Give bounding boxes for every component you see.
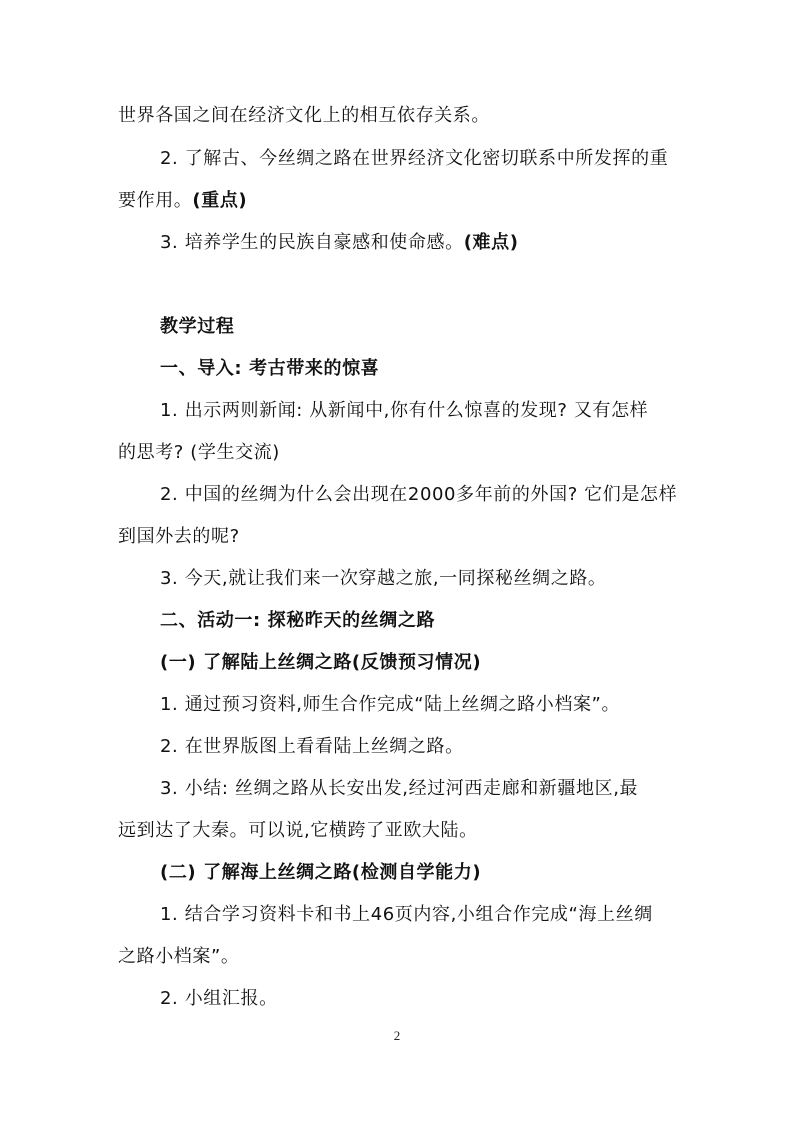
- paragraph-line: 2. 小组汇报。: [160, 988, 278, 1009]
- paragraph-line: 1. 出示两则新闻: 从新闻中,你有什么惊喜的发现? 又有怎样: [160, 400, 649, 421]
- section-title-teaching-process: 教学过程: [160, 316, 235, 337]
- objective-3-text: 3. 培养学生的民族自豪感和使命感。: [160, 232, 464, 253]
- paragraph-line: 的思考? (学生交流): [118, 442, 280, 463]
- objective-2-line: 2. 了解古、今丝绸之路在世界经济文化密切联系中所发挥的重: [160, 148, 669, 169]
- paragraph-line: 之路小档案”。: [118, 946, 240, 967]
- section-heading-intro: 一、导入: 考古带来的惊喜: [160, 358, 380, 379]
- objective-2-text: 要作用。: [118, 190, 193, 211]
- subsection-heading-land-route: (一) 了解陆上丝绸之路(反馈预习情况): [160, 652, 482, 673]
- objective-2-continuation: [118, 189, 247, 213]
- subsection-heading-sea-route: (二) 了解海上丝绸之路(检测自学能力): [160, 862, 482, 883]
- page-number: 2: [393, 1028, 401, 1043]
- paragraph-line: 到国外去的呢?: [118, 526, 240, 547]
- paragraph-line: 3. 小结: 丝绸之路从长安出发,经过河西走廊和新疆地区,最: [160, 778, 639, 799]
- paragraph-line: 远到达了大秦。可以说,它横跨了亚欧大陆。: [118, 820, 478, 841]
- paragraph-line: 1. 结合学习资料卡和书上46页内容,小组合作完成“海上丝绸: [160, 904, 653, 925]
- paragraph-line: 3. 今天,就让我们来一次穿越之旅,一同探秘丝绸之路。: [160, 568, 607, 589]
- paragraph-line: 1. 通过预习资料,师生合作完成“陆上丝绸之路小档案”。: [160, 694, 621, 715]
- paragraph-line: 2. 中国的丝绸为什么会出现在2000多年前的外国? 它们是怎样: [160, 484, 678, 505]
- key-point-label: (重点): [192, 190, 248, 211]
- objective-3-line: [160, 231, 519, 255]
- paragraph-line: 世界各国之间在经济文化上的相互依存关系。: [118, 105, 490, 126]
- section-heading-activity-one: 二、活动一: 探秘昨天的丝绸之路: [160, 610, 436, 631]
- paragraph-line: 2. 在世界版图上看看陆上丝绸之路。: [160, 736, 464, 757]
- difficult-point-label: (难点): [463, 232, 519, 253]
